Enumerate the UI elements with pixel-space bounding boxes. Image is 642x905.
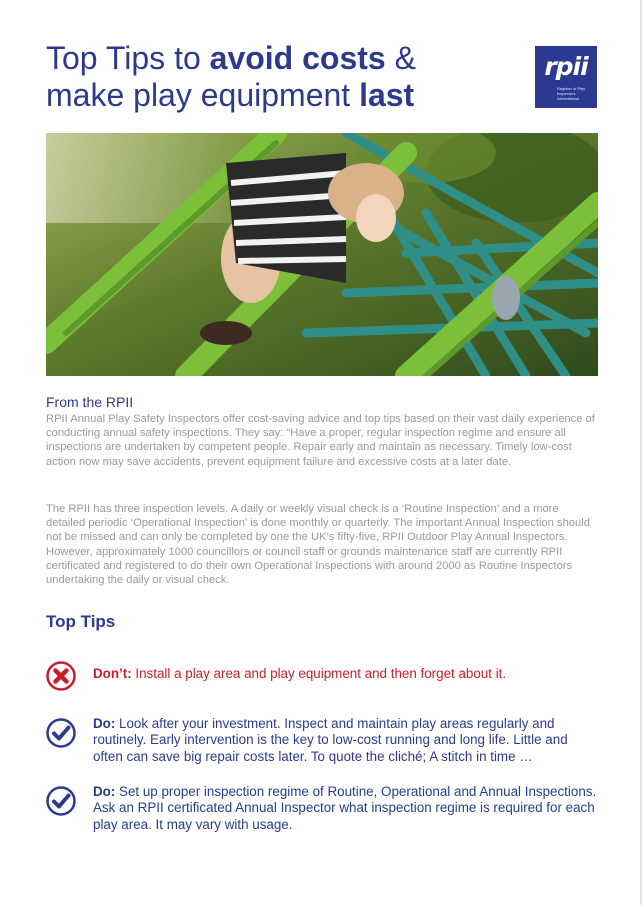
hero-photo [46, 133, 598, 376]
intro-paragraph-1: RPII Annual Play Safety Inspectors offer cost-saving advice and top tips based on their vast daily experience of conducting annual safety inspections. They say: “Have a proper, regular inspection regime and ensure all inspections are undertaken by competent people. Repair early and maintain as necessary. Timely low-cost action now may save accidents, prevent equipment failure and excessive costs at a later date. [46, 413, 595, 468]
title-line1-post: & [385, 40, 416, 76]
check-icon [46, 718, 76, 748]
tip-label: Don’t: [93, 666, 132, 681]
playground-photo-illustration [46, 133, 598, 376]
logo-word: rpii [544, 52, 588, 81]
tip-label: Do: [93, 784, 116, 799]
tip-body: Look after your investment. Inspect and maintain play areas regularly and routinely. Early intervention is the key to low-cost running and long life. Little and often can save big repair costs later. To quote the cliché; A stitch in time … [93, 716, 568, 764]
tip-dont-text [93, 666, 598, 682]
title-line2-bold: last [359, 77, 415, 113]
tip-body: Set up proper inspection regime of Routine, Operational and Annual Inspections. Ask an RPII certificated Annual Inspector what inspection regime is required for each play area. It may vary with usage. [93, 784, 597, 832]
from-rpii-heading: From the RPII [46, 394, 134, 410]
title-line1-pre: Top Tips to [46, 40, 210, 76]
rpii-logo [535, 46, 597, 108]
tip-do-inspection-regime-text [93, 784, 598, 833]
title-line2-pre: make play equipment [46, 77, 360, 113]
cross-icon [46, 661, 76, 691]
page-title [46, 40, 516, 114]
logo-subtext: Register of Play Inspectors International [557, 86, 586, 101]
tip-label: Do: [93, 716, 116, 731]
title-line1-bold: avoid costs [209, 40, 386, 76]
check-icon [46, 786, 76, 816]
intro-paragraph-2: The RPII has three inspection levels. A daily or weekly visual check is a ‘Routine Inspection’ and a more detailed periodic ‘Operational Inspection’ is done monthly or quarterly. The important Annual Inspection should not be missed and can only be completed by one the UK’s fifty-five, RPII Outdoor Play Annual Inspectors. However, approximately 1000 councillors or council staff or grounds maintenance staff are currently RPII certificated and registered to do their own Operational Inspections with around 2000 as Routine Inspectors undertaking the daily or visual check. [46, 503, 590, 587]
tip-body: Install a play area and play equipment and then forget about it. [131, 666, 507, 681]
tip-do-investment-text [93, 716, 598, 765]
top-tips-heading: Top Tips [46, 612, 116, 631]
